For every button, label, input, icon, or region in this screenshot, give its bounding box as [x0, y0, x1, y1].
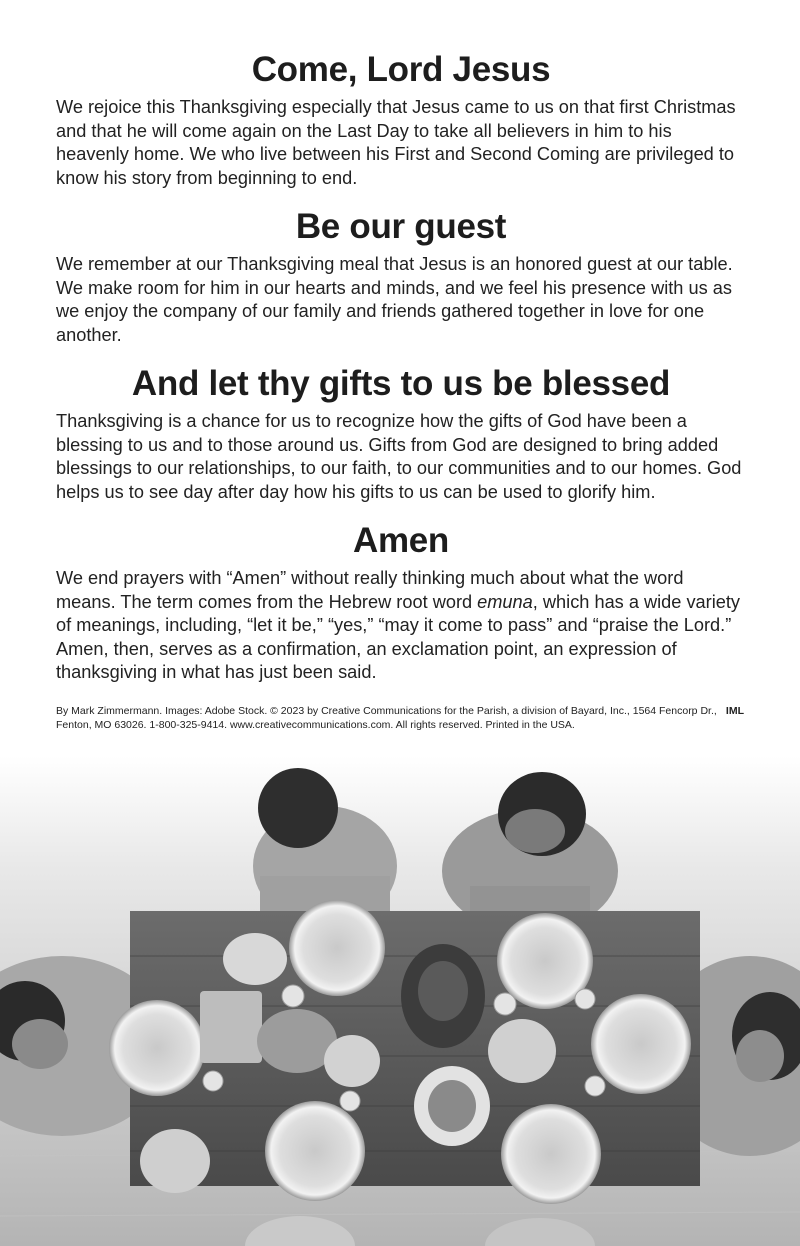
paragraph-amen: [56, 567, 746, 685]
credits: [56, 704, 744, 732]
side-dish: [324, 1035, 380, 1087]
amen-italic-word: emuna: [477, 591, 533, 612]
amen-text-2: , which has a wide variety of meanings, including, “let it be,” “yes,” “may it come to pass” and “praise the Lord.” Amen, then, serves as a confirmation, an exclamation point, an expression of thanksgiving in what has just been said.: [56, 591, 741, 682]
plate: [109, 1000, 205, 1096]
paragraph-gifts-blessed: Thanksgiving is a chance for us to recognize how the gifts of God have been a blessing to us and to those around us. Gifts from God are designed to bring added blessings to our relationships, to our faith, to our communities and to our homes. God helps us to see day after day how his gifts to us can be used to glorify him.: [56, 411, 742, 502]
section-come-lord-jesus: [56, 50, 746, 190]
pasta-dish: [488, 1019, 556, 1083]
heading-come-lord-jesus: Come, Lord Jesus: [251, 50, 551, 89]
plate: [289, 900, 385, 996]
credits-text: By Mark Zimmermann. Images: Adobe Stock. © 2023 by Creative Communications for the Parish, a division of Bayard, Inc., 1564 Fencorp Dr., Fenton, MO 63026. 1-800-325-9414. www.creativecommunications.com. All rights reserved. Printed in the USA.: [56, 705, 717, 731]
paragraph-come-lord-jesus: We rejoice this Thanksgiving especially that Jesus came to us on that first Christmas and that he will come again on the Last Day to take all believers in him to his heavenly home. We who live between his First and Second Coming are privileged to know his story from beginning to end.: [56, 97, 736, 188]
bread-basket: [140, 1129, 210, 1193]
section-be-our-guest: [56, 207, 746, 347]
plate: [501, 1104, 601, 1204]
product-code: IML: [725, 705, 744, 717]
section-amen: [56, 521, 746, 685]
heading-gifts-blessed: And let thy gifts to us be blessed: [131, 364, 671, 403]
plate: [591, 994, 691, 1094]
paragraph-be-our-guest: We remember at our Thanksgiving meal that Jesus is an honored guest at our table. We make room for him in our hearts and minds, and we feel his presence with us as we enjoy the company of our family and friends gathered together in love for one another.: [56, 254, 733, 345]
cheese-board: [200, 991, 262, 1063]
heading-amen: Amen: [352, 521, 450, 560]
family-prayer-at-thanksgiving-table-photo: [0, 756, 800, 1246]
plate: [265, 1101, 365, 1201]
amen-text-1: We end prayers with “Amen” without really thinking much about what the word means. The term comes from the Hebrew root word: [56, 568, 684, 612]
heading-be-our-guest: Be our guest: [295, 207, 507, 246]
salad-bowl: [223, 933, 287, 985]
section-gifts-blessed: [56, 364, 746, 504]
